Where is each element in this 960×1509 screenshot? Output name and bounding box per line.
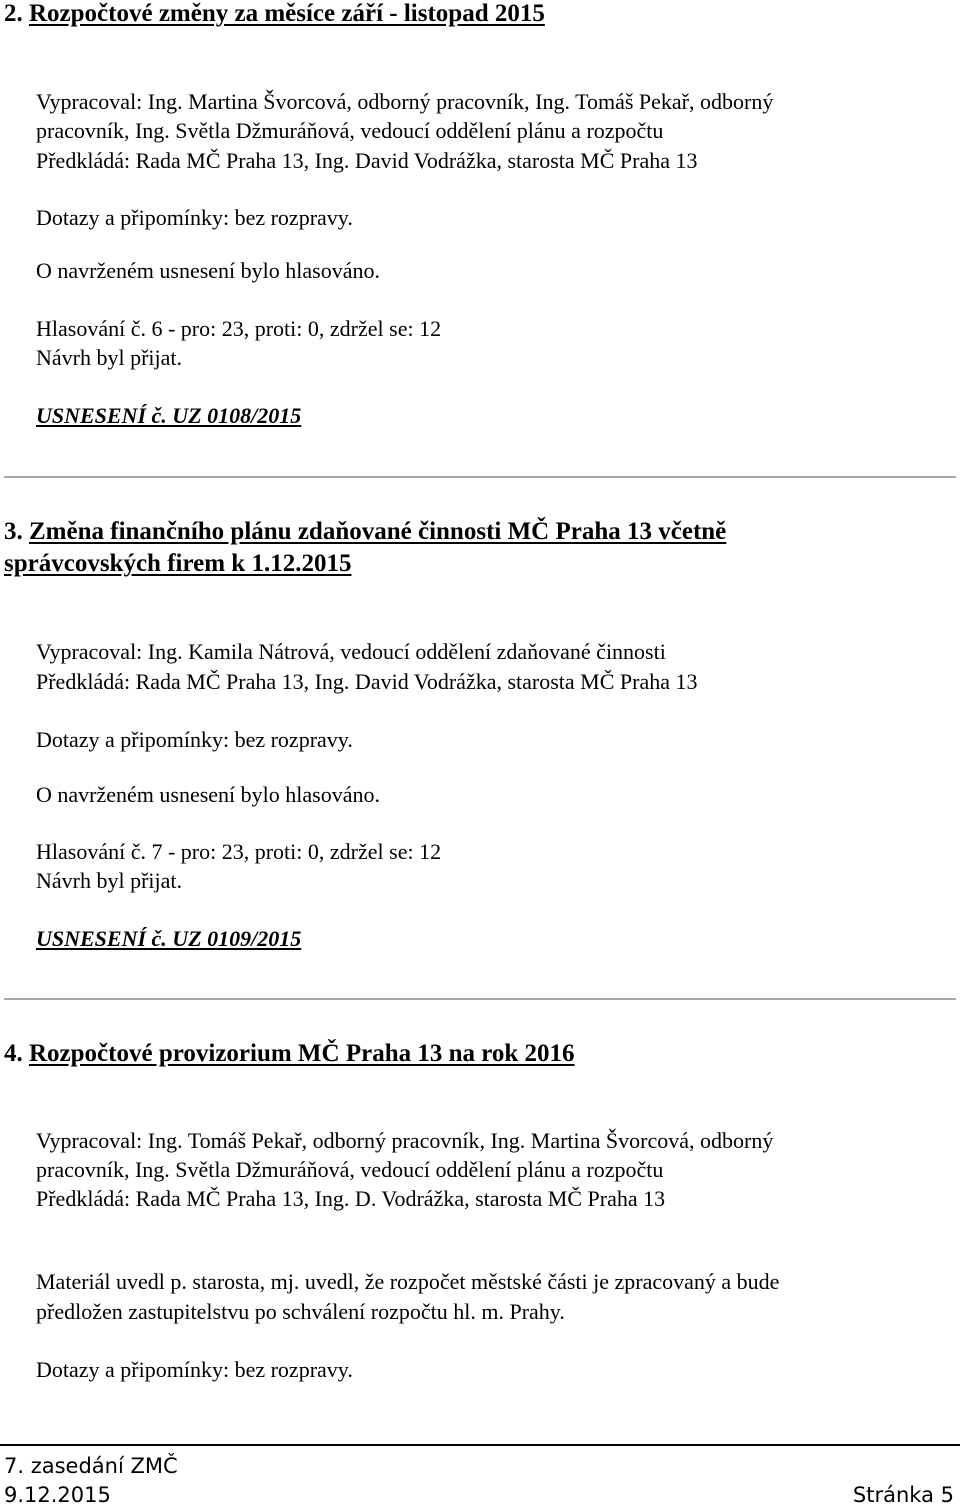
footer-rule [0,1444,960,1446]
section-2-title: Rozpočtové změny za měsíce září - listopad 2015 [29,0,545,27]
section-4-number: 4. [4,1040,23,1067]
section-3-voted: O navrženém usnesení bylo hlasováno. [36,782,380,807]
section-3-title-line-1: Změna finančního plánu zdaňované činnosti MČ Praha 13 včetně [29,518,727,545]
section-4-submitted: Předkládá: Rada MČ Praha 13, Ing. D. Vodrážka, starosta MČ Praha 13 [36,1186,666,1211]
section-divider [4,476,956,478]
section-3-heading-line-2 [4,548,351,580]
section-4-heading [4,1038,575,1070]
section-3-resolution: USNESENÍ č. UZ 0109/2015 [36,926,302,951]
section-4-questions: Dotazy a připomínky: bez rozpravy. [36,1357,353,1382]
section-3-number: 3. [4,518,23,545]
footer-page-number: Stránka 5 [852,1483,954,1507]
section-3-vote: Hlasování č. 7 - pro: 23, proti: 0, zdržel se: 12 [36,839,442,864]
footer-date: 9.12.2015 [4,1483,111,1507]
section-2-heading [4,0,545,30]
section-3-heading-line-1 [4,516,726,548]
section-2-result: Návrh byl přijat. [36,345,183,370]
section-3-title-line-2: správcovských firem k 1.12.2015 [4,550,352,577]
section-3-prepared: Vypracoval: Ing. Kamila Nátrová, vedoucí oddělení zdaňované činnosti [36,639,666,664]
section-3-questions: Dotazy a připomínky: bez rozpravy. [36,727,353,752]
section-2-prepared-line-1: Vypracoval: Ing. Martina Švorcová, odborný pracovník, Ing. Tomáš Pekař, odborný [36,89,774,114]
section-4-material-line-2: předložen zastupitelstvu po schválení rozpočtu hl. m. Prahy. [36,1299,565,1324]
section-3-result: Návrh byl přijat. [36,868,183,893]
section-2-submitted: Předkládá: Rada MČ Praha 13, Ing. David Vodrážka, starosta MČ Praha 13 [36,148,698,173]
section-4-prepared-line-1: Vypracoval: Ing. Tomáš Pekař, odborný pracovník, Ing. Martina Švorcová, odborný [36,1128,774,1153]
section-2-vote: Hlasování č. 6 - pro: 23, proti: 0, zdržel se: 12 [36,316,442,341]
footer-session: 7. zasedání ZMČ [4,1454,178,1478]
section-2-prepared-line-2: pracovník, Ing. Světla Džmuráňová, vedoucí oddělení plánu a rozpočtu [36,118,664,143]
section-2-questions: Dotazy a připomínky: bez rozpravy. [36,205,353,230]
section-4-prepared-line-2: pracovník, Ing. Světla Džmuráňová, vedoucí oddělení plánu a rozpočtu [36,1157,664,1182]
section-4-material-line-1: Materiál uvedl p. starosta, mj. uvedl, že rozpočet městské části je zpracovaný a bude [36,1269,780,1294]
section-2-voted: O navrženém usnesení bylo hlasováno. [36,258,380,283]
section-2-resolution: USNESENÍ č. UZ 0108/2015 [36,403,302,428]
section-2-number: 2. [4,0,23,27]
section-4-title: Rozpočtové provizorium MČ Praha 13 na rok 2016 [29,1040,575,1067]
section-divider [4,998,956,1000]
section-3-submitted: Předkládá: Rada MČ Praha 13, Ing. David Vodrážka, starosta MČ Praha 13 [36,669,698,694]
